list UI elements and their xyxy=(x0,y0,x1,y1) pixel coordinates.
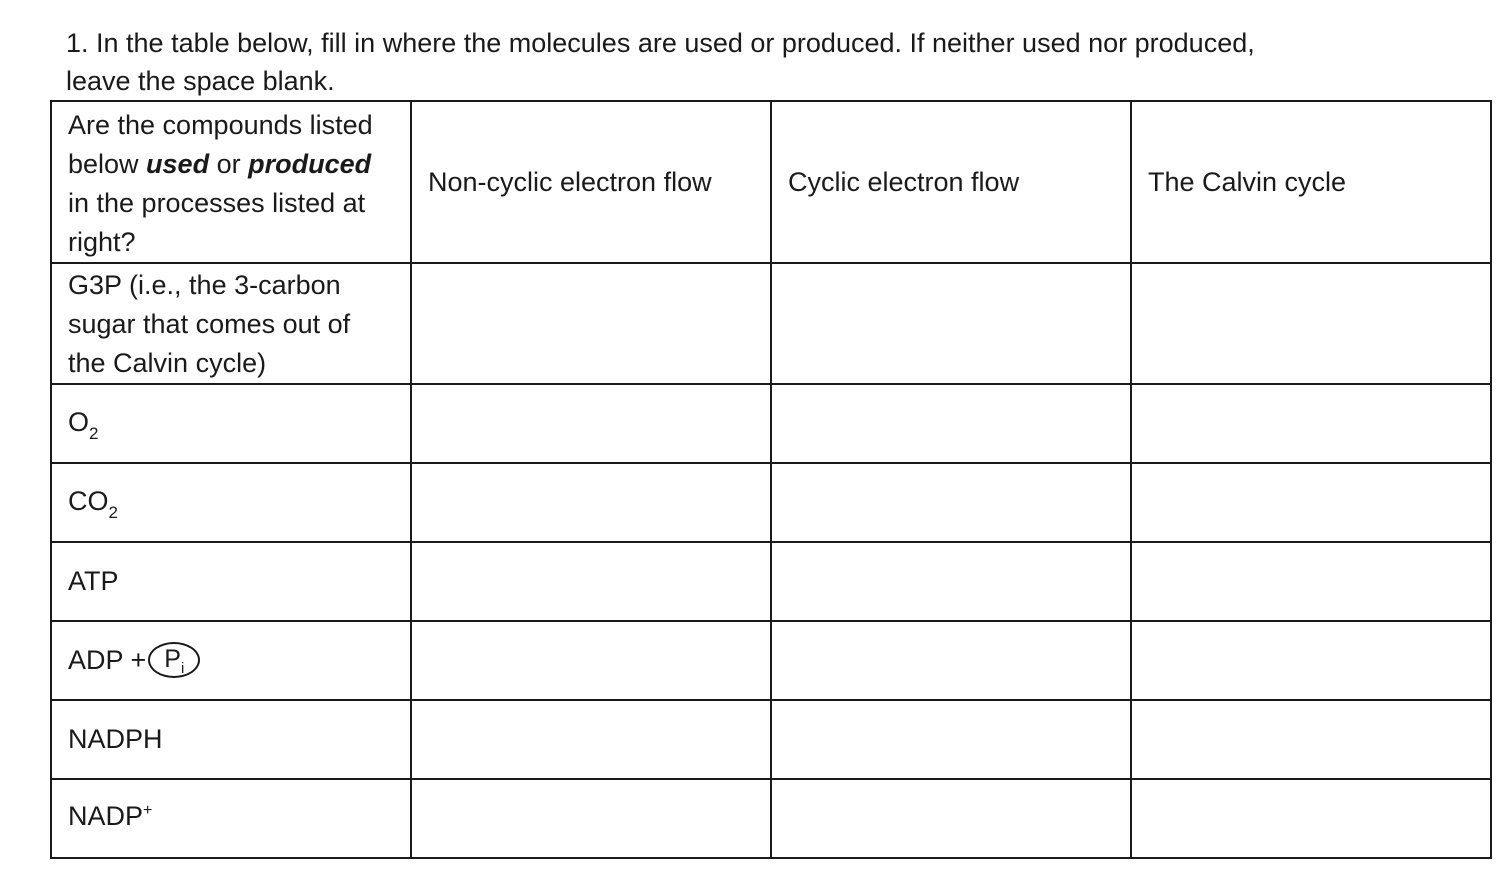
table-row-o2 xyxy=(51,384,1491,463)
answer-cell-o2-cyclic[interactable] xyxy=(771,384,1131,463)
phosphate-p: P xyxy=(164,644,181,673)
question-produced-emphasis: produced xyxy=(248,149,372,179)
question-part-2: or xyxy=(209,149,249,179)
answer-cell-atp-noncyclic[interactable] xyxy=(411,542,771,621)
compound-question-header xyxy=(51,101,411,263)
molecule-usage-table xyxy=(50,100,1492,859)
compound-co2 xyxy=(51,463,411,542)
compound-adp-pi xyxy=(51,621,411,700)
table-row-adp-pi xyxy=(51,621,1491,700)
column-header-noncyclic: Non-cyclic electron flow xyxy=(411,101,771,263)
compound-g3p: G3P (i.e., the 3-carbon sugar that comes out of the Calvin cycle) xyxy=(51,263,411,384)
header-row xyxy=(51,101,1491,263)
answer-cell-nadp-calvin[interactable] xyxy=(1131,779,1491,858)
answer-cell-adp-cyclic[interactable] xyxy=(771,621,1131,700)
nadp-superscript: + xyxy=(143,802,153,819)
compound-nadph: NADPH xyxy=(51,700,411,779)
answer-cell-o2-calvin[interactable] xyxy=(1131,384,1491,463)
nadp-base: NADP xyxy=(68,801,144,831)
answer-cell-atp-cyclic[interactable] xyxy=(771,542,1131,621)
answer-cell-adp-calvin[interactable] xyxy=(1131,621,1491,700)
question-part-1: Are the compounds listed below xyxy=(68,110,373,179)
answer-cell-atp-calvin[interactable] xyxy=(1131,542,1491,621)
column-header-cyclic: Cyclic electron flow xyxy=(771,101,1131,263)
instructions-text: 1. In the table below, fill in where the molecules are used or produced. If neither used nor produced, leave the space blank. xyxy=(66,28,1255,96)
answer-cell-co2-cyclic[interactable] xyxy=(771,463,1131,542)
compound-atp: ATP xyxy=(51,542,411,621)
table-row-co2 xyxy=(51,463,1491,542)
answer-cell-nadp-noncyclic[interactable] xyxy=(411,779,771,858)
answer-cell-nadph-cyclic[interactable] xyxy=(771,700,1131,779)
column-header-calvin: The Calvin cycle xyxy=(1131,101,1491,263)
question-part-3: in the processes listed at right? xyxy=(68,188,366,257)
o2-base: O xyxy=(68,406,90,437)
answer-cell-g3p-calvin[interactable] xyxy=(1131,263,1491,384)
table-row-g3p xyxy=(51,263,1491,384)
answer-cell-g3p-cyclic[interactable] xyxy=(771,263,1131,384)
co2-base: CO xyxy=(68,485,109,516)
compound-nadp-plus xyxy=(51,779,411,858)
o2-subscript: 2 xyxy=(89,423,99,443)
answer-cell-nadph-calvin[interactable] xyxy=(1131,700,1491,779)
answer-cell-nadp-cyclic[interactable] xyxy=(771,779,1131,858)
phosphate-i-subscript: i xyxy=(180,659,185,677)
co2-subscript: 2 xyxy=(108,502,118,522)
adp-plus-text: ADP + xyxy=(68,645,147,675)
answer-cell-adp-noncyclic[interactable] xyxy=(411,621,771,700)
answer-cell-o2-noncyclic[interactable] xyxy=(411,384,771,463)
phosphate-circle-icon xyxy=(148,642,200,678)
answer-cell-co2-calvin[interactable] xyxy=(1131,463,1491,542)
answer-cell-co2-noncyclic[interactable] xyxy=(411,463,771,542)
question-used-emphasis: used xyxy=(146,149,210,179)
table-row-atp xyxy=(51,542,1491,621)
table-row-nadph xyxy=(51,700,1491,779)
answer-cell-nadph-noncyclic[interactable] xyxy=(411,700,771,779)
compound-o2 xyxy=(51,384,411,463)
answer-cell-g3p-noncyclic[interactable] xyxy=(411,263,771,384)
table-row-nadp-plus xyxy=(51,779,1491,858)
